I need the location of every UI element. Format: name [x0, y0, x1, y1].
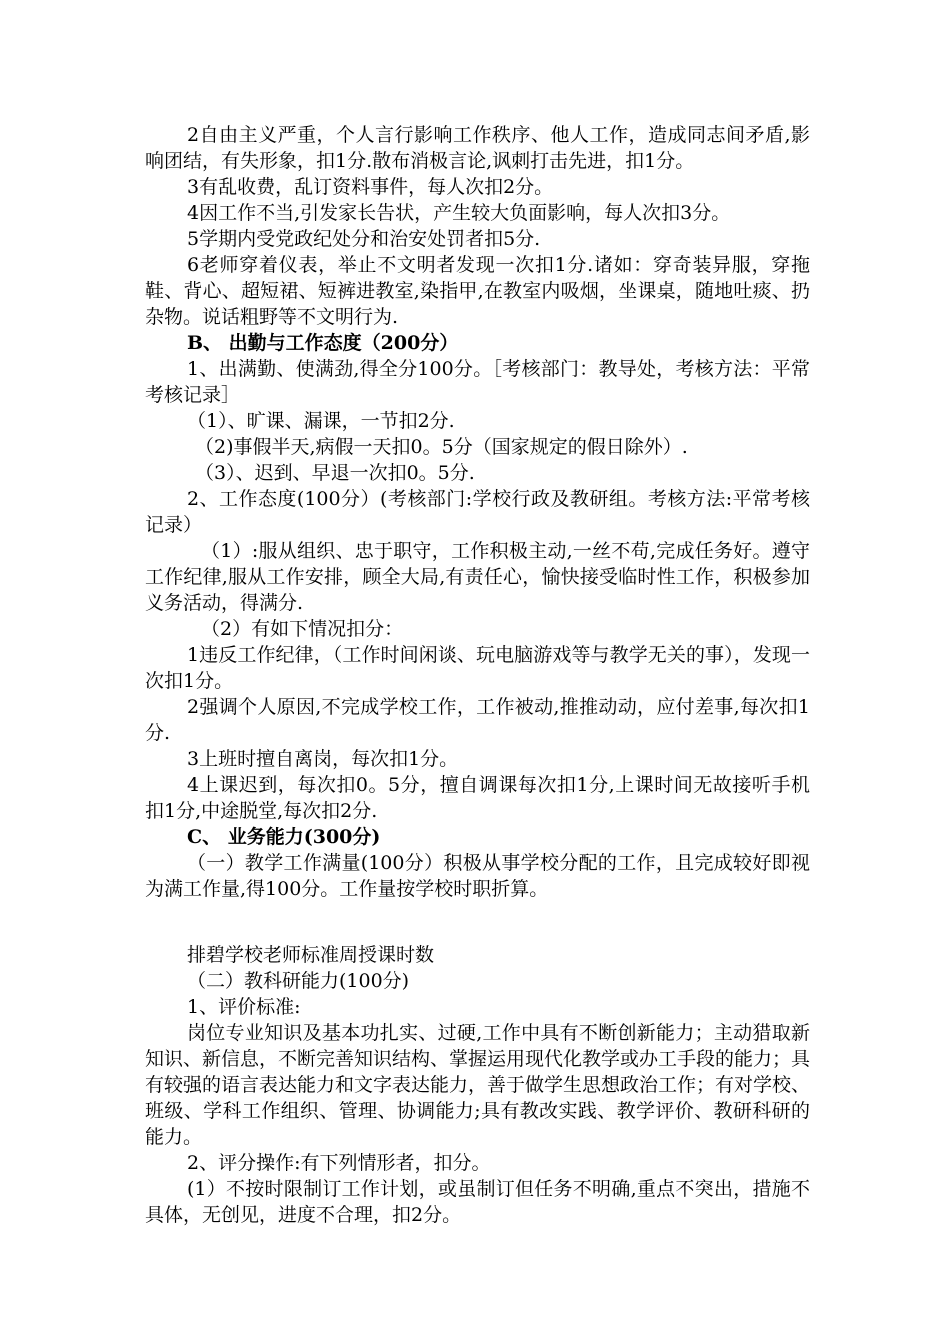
- paragraph-deduction-2: 2自由主义严重，个人言行影响工作秩序、他人工作，造成同志间矛盾,影响团结，有失形象，扣1分.散布消极言论,讽刺打击先进，扣1分。: [145, 124, 810, 172]
- paragraph-attendance-item-3: （3）、迟到、早退一次扣0。5分.: [195, 462, 475, 484]
- section-heading-b: B、 出勤与工作态度（200分）: [187, 332, 459, 354]
- paragraph-weekly-hours-title: 排碧学校老师标准周授课时数: [187, 944, 435, 966]
- blank-gap: [145, 902, 810, 942]
- paragraph-attendance-item-2: （2)事假半天,病假一天扣0。5分（国家规定的假日除外）.: [195, 436, 688, 458]
- paragraph-scoring-operation: 2、评分操作:有下列情形者，扣分。: [187, 1152, 491, 1174]
- paragraph-attendance-item-1: （1）、旷课、漏课，一节扣2分.: [187, 410, 455, 432]
- paragraph-attendance: 1、出满勤、使满劲,得全分100分。［考核部门：教导处，考核方法：平常考核记录］: [145, 358, 810, 406]
- paragraph-deduction-4: 4因工作不当,引发家长告状，产生较大负面影响，每人次扣3分。: [187, 202, 731, 224]
- paragraph-attitude-item-1: 1违反工作纪律，（工作时间闲谈、玩电脑游戏等与教学无关的事），发现一次扣1分。: [145, 644, 810, 692]
- paragraph-attitude-item-2: 2强调个人原因,不完成学校工作，工作被动,推推动动，应付差事,每次扣1分.: [145, 696, 810, 744]
- paragraph-work-attitude: 2、工作态度(100分）(考核部门:学校行政及教研组。考核方法:平常考核记录）: [145, 488, 810, 536]
- paragraph-teaching-workload: （一）教学工作满量(100分）积极从事学校分配的工作，且完成较好即视为满工作量,得100分。工作量按学校时职折算。: [145, 852, 810, 900]
- paragraph-standard-body: 岗位专业知识及基本功扎实、过硬,工作中具有不断创新能力；主动猎取新知识、新信息，不断完善知识结构、掌握运用现代化教学或办工手段的能力；具有较强的语言表达能力和文字表达能力，善于做学生思想政治工作；有对学校、班级、学科工作组织、管理、协调能力;具有教改实践、教学评价、教研科研的能力。: [145, 1022, 811, 1148]
- paragraph-attitude-deductions: （2）有如下情况扣分：: [201, 618, 404, 640]
- paragraph-scoring-item-1: (1）不按时限制订工作计划，或虽制订但任务不明确,重点不突出，措施不具体，无创见，进度不合理，扣2分。: [145, 1178, 810, 1226]
- paragraph-research-ability: （二）教科研能力(100分): [187, 970, 410, 992]
- paragraph-evaluation-standard: 1、评价标准:: [187, 996, 301, 1018]
- document-body: [145, 122, 810, 1228]
- paragraph-deduction-6: 6老师穿着仪表，举止不文明者发现一次扣1分.诸如：穿奇装异服，穿拖鞋、背心、超短裙、短裤进教室,染指甲,在教室内吸烟，坐课桌，随地吐痰、扔杂物。说话粗野等不文明行为.: [145, 254, 810, 328]
- paragraph-attitude-full-score: （1）:服从组织、忠于职守，工作积极主动,一丝不苟,完成任务好。遵守工作纪律,服从工作安排，顾全大局,有责任心，愉快接受临时性工作，积极参加义务活动，得满分.: [145, 540, 810, 614]
- paragraph-attitude-item-4: 4上课迟到，每次扣0。5分，擅自调课每次扣1分,上课时间无故接听手机扣1分,中途脱堂,每次扣2分.: [145, 774, 810, 822]
- paragraph-deduction-5: 5学期内受党政纪处分和治安处罚者扣5分.: [187, 228, 541, 250]
- section-heading-c: C、 业务能力(300分): [187, 826, 381, 848]
- paragraph-deduction-3: 3有乱收费，乱订资料事件，每人次扣2分。: [187, 176, 554, 198]
- paragraph-attitude-item-3: 3上班时擅自离岗，每次扣1分。: [187, 748, 459, 770]
